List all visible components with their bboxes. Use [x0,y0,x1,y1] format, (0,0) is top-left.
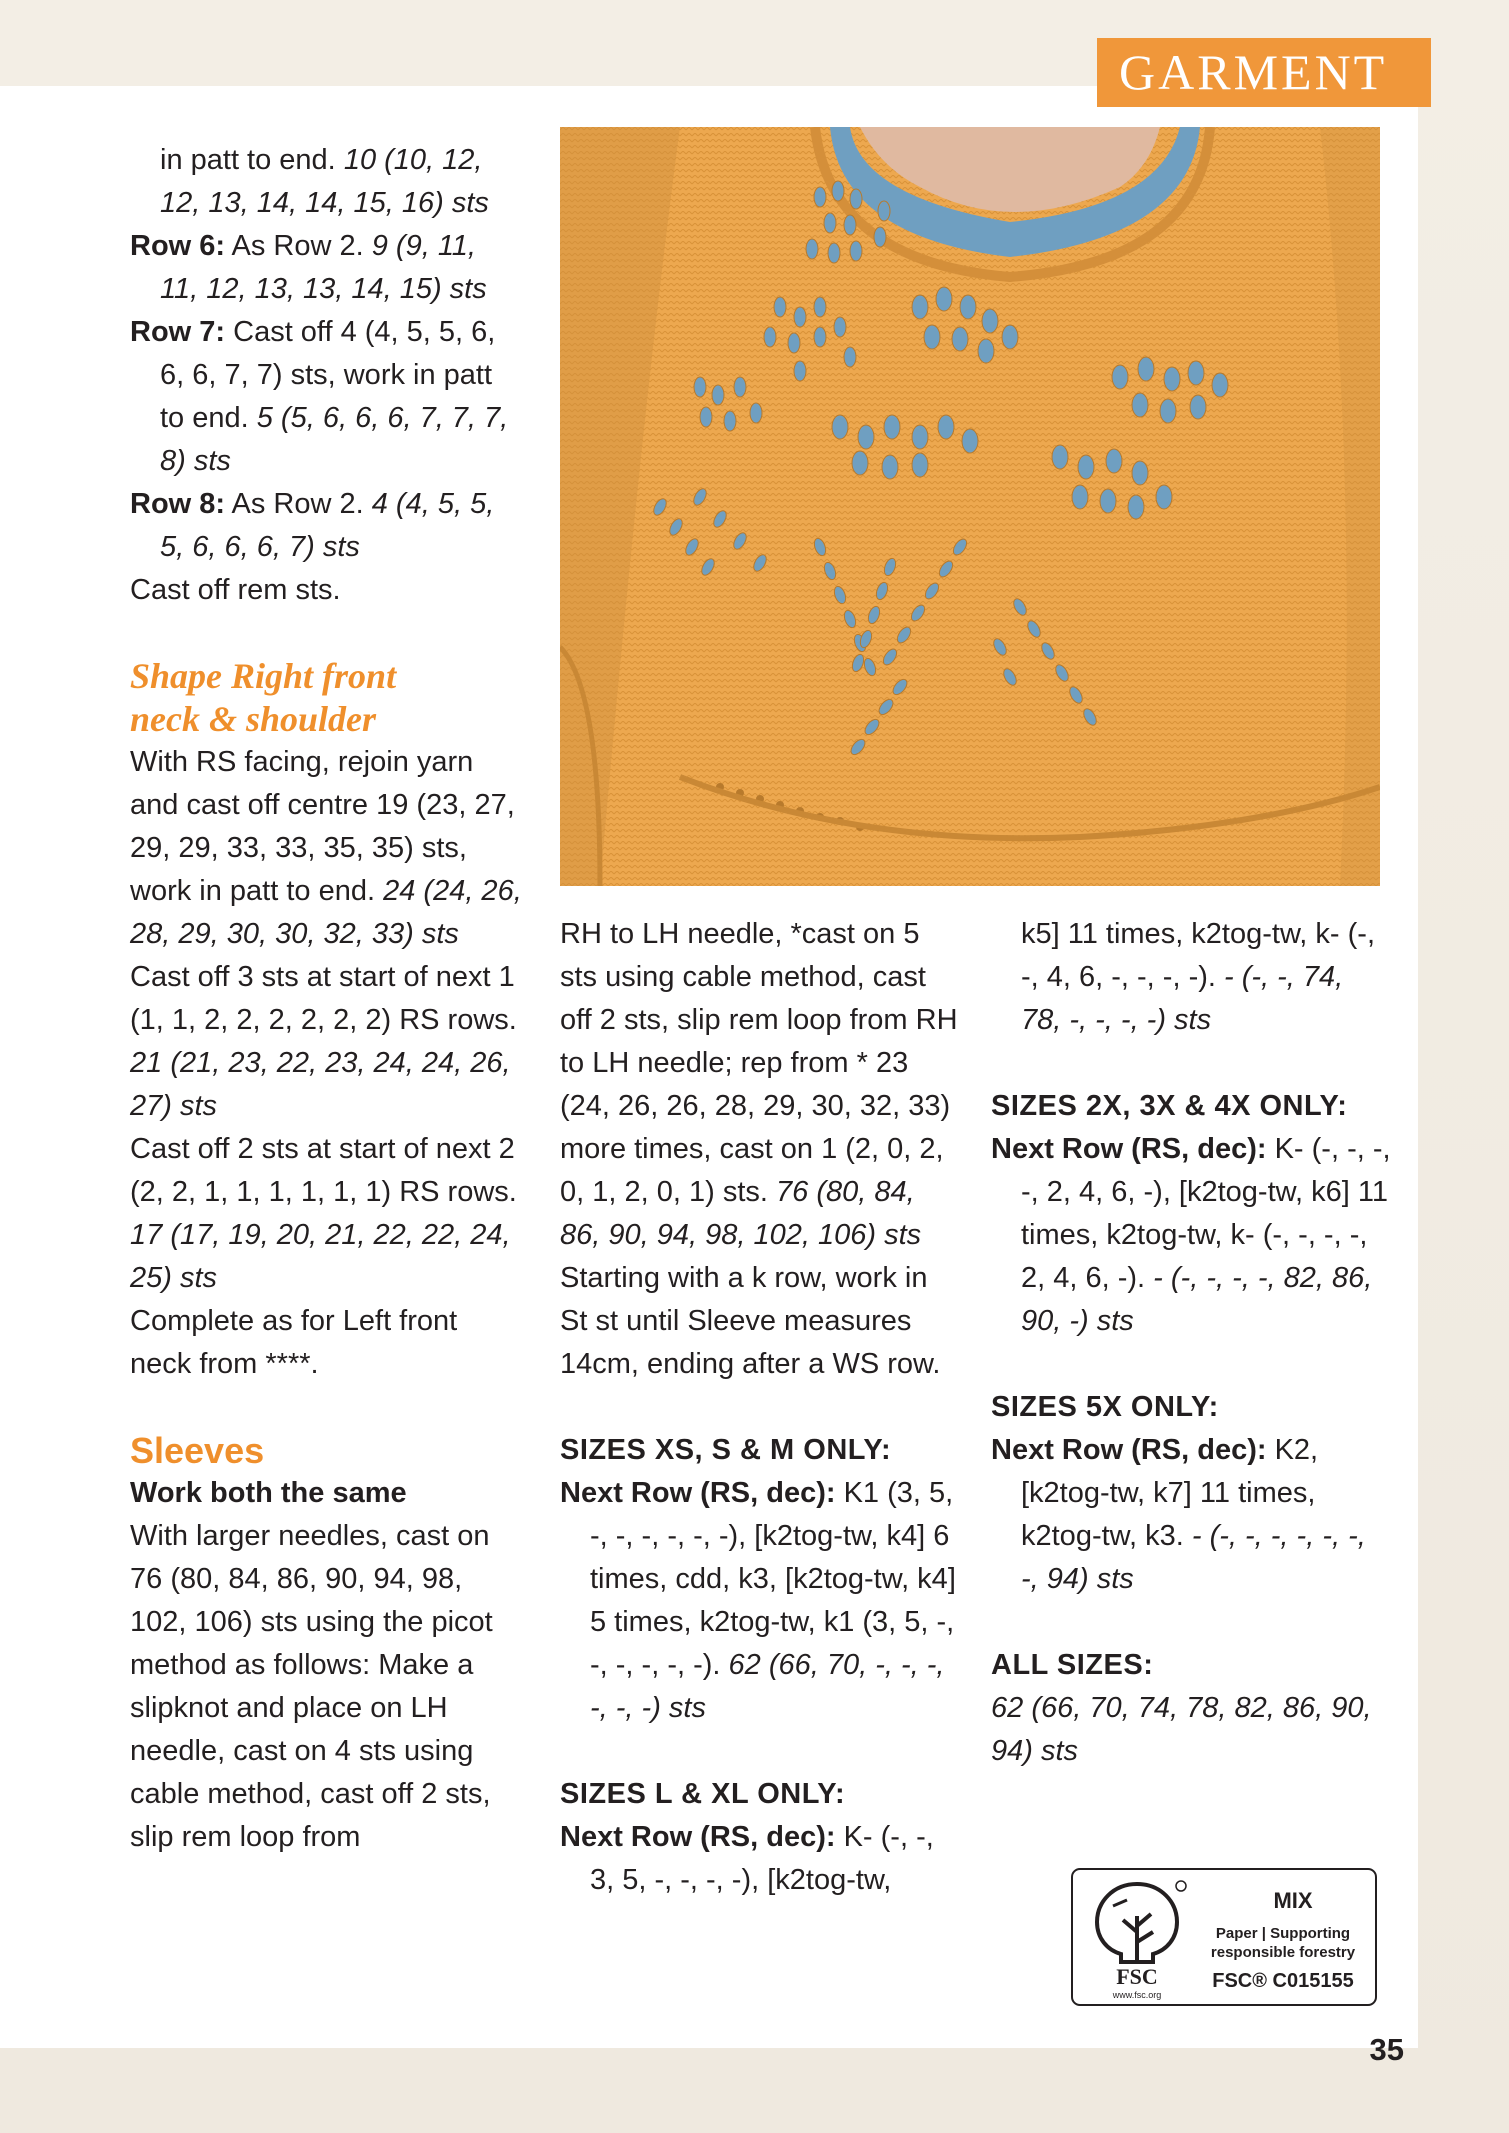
sizes-2x-3x-4x-heading: SIZES 2X, 3X & 4X ONLY: [991,1090,1348,1122]
fsc-line-2: responsible forestry [1210,1944,1356,1961]
fsc-tree-icon [1083,1876,1191,2000]
sizes-5x-heading: SIZES 5X ONLY: [991,1391,1219,1423]
col2-paragraph-2: Starting with a k row, work in St st until Sleeve measures 14cm, ending after a WS row. [560,1262,941,1380]
fsc-logo-text: FSC [1116,1964,1158,1989]
fsc-code: FSC® C015155 [1212,1970,1354,1992]
fsc-label [1071,1868,1377,2006]
sizes-5x-row: Next Row (RS, dec): K2, [k2tog-tw, k7] 11 times, k2tog-tw, k3. - (-, -, -, -, -, -, -, 94) sts [991,1434,1366,1595]
lace-sweater-illustration [560,127,1380,886]
col1-row5-end: in patt to end. 10 (10, 12, 12, 13, 14, 14, 15, 16) sts [160,144,489,219]
spacer [560,1730,960,1773]
col1-cast-off: Cast off rem sts. [130,574,341,606]
sizes-2x-3x-4x-row: Next Row (RS, dec): K- (-, -, -, -, 2, 4, 6, -), [k2tog-tw, k6] 11 times, k2tog-tw, k- (-, -, -, -, 2, 4, 6, -). - (-, -, -, -, 82, 86, 90, -) sts [991,1133,1391,1337]
shape-paragraph-3: Cast off 2 sts at start of next 2 (2, 2, 1, 1, 1, 1, 1, 1) RS rows. 17 (17, 19, 20, 21, 22, 22, 24, 25) sts [130,1133,517,1294]
heading-shape-right-front: Shape Right front neck & shoulder [130,656,397,739]
sleeves-subheading: Work both the same [130,1477,407,1509]
col1-row7: Row 7: Cast off 4 (4, 5, 5, 6, 6, 6, 7, 7) sts, work in patt to end. 5 (5, 6, 6, 6, 7, 7, 7, 8) sts [130,316,509,477]
column-1 [130,139,522,1859]
spacer [130,612,522,655]
all-sizes-heading: ALL SIZES: [991,1649,1154,1681]
column-2 [560,913,960,1902]
sizes-l-xl-heading: SIZES L & XL ONLY: [560,1778,846,1810]
sweater-photo [560,127,1380,886]
column-3 [991,913,1391,1773]
shape-paragraph-4: Complete as for Left front neck from ****. [130,1305,458,1380]
sizes-xs-s-m-row: Next Row (RS, dec): K1 (3, 5, -, -, -, -, -, -), [k2tog-tw, k4] 6 times, cdd, k3, [k2tog-tw, k4] 5 times, k2tog-tw, k1 (3, 5, -, -, -, -, -, -). 62 (66, 70, -, -, -, -, -, -) sts [560,1477,956,1724]
sizes-xs-s-m-heading: SIZES XS, S & M ONLY: [560,1434,892,1466]
col2-paragraph-1: RH to LH needle, *cast on 5 sts using cable method, cast off 2 sts, slip rem loop from RH to LH needle; rep from * 23 (24, 26, 26, 28, 29, 30, 32, 33) more times, cast on 1 (2, 0, 2, 0, 1, 2, 0, 1) sts. 76 (80, 84, 86, 90, 94, 98, 102, 106) sts [560,918,958,1251]
heading-sleeves: Sleeves [130,1430,265,1471]
page-number: 35 [1369,2032,1404,2067]
shape-paragraph-1: With RS facing, rejoin yarn and cast off centre 19 (23, 27, 29, 29, 33, 33, 35, 35) sts, work in patt to end. 24 (24, 26, 28, 29, 30, 30, 32, 33) sts [130,746,522,950]
spacer [560,1386,960,1429]
sleeves-paragraph-1: With larger needles, cast on 76 (80, 84, 86, 90, 94, 98, 102, 106) sts using the picot method as follows: Make a slipknot and place on LH needle, cast on 4 sts using cable method, cast off 2 sts, slip rem loop from [130,1520,493,1853]
fsc-line-1: Paper | Supporting [1215,1925,1351,1942]
col1-row6: Row 6: As Row 2. 9 (9, 11, 11, 12, 13, 13, 14, 15) sts [130,230,487,305]
fsc-logo-url: www.fsc.org [1112,1990,1162,2000]
spacer [991,1343,1391,1386]
spacer [130,1386,522,1429]
fsc-mix: MIX [1273,1888,1313,1913]
spacer [991,1601,1391,1644]
shape-paragraph-2: Cast off 3 sts at start of next 1 (1, 1, 2, 2, 2, 2, 2, 2) RS rows. 21 (21, 23, 22, 23, 24, 24, 26, 27) sts [130,961,517,1122]
all-sizes-count: 62 (66, 70, 74, 78, 82, 86, 90, 94) sts [991,1692,1372,1767]
col1-row8: Row 8: As Row 2. 4 (4, 5, 5, 5, 6, 6, 6, 7) sts [130,488,495,563]
sizes-l-xl-row-cont: k5] 11 times, k2tog-tw, k- (-, -, 4, 6, -, -, -, -). - (-, -, 74, 78, -, -, -, -) sts [1021,918,1376,1036]
sizes-l-xl-row: Next Row (RS, dec): K- (-, -, 3, 5, -, -, -, -), [k2tog-tw, [560,1821,934,1896]
section-tab: GARMENT [1097,38,1431,107]
spacer [991,1042,1391,1085]
